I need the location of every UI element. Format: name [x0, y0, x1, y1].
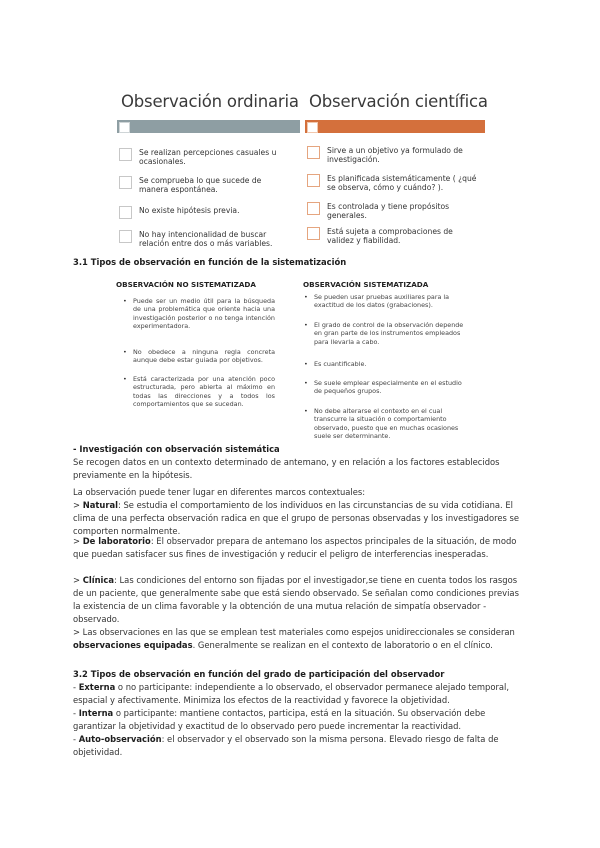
contexts-intro: La observación puede tener lugar en diferentes marcos contextuales: [73, 487, 366, 497]
external-label: Externa [78, 682, 116, 692]
checkbox-icon [307, 146, 320, 159]
natural-label: Natural [82, 500, 118, 510]
checkbox-icon [119, 176, 132, 189]
scientific-header-bar [305, 120, 485, 133]
checkbox-icon [119, 230, 132, 243]
internal-paragraph: - Interna o participante: mantiene contactos, participa, está en la situación. Su observación debe garantizar la objetividad y exactitud de lo observado pero puede incrementar la reactividad. [73, 708, 486, 731]
checkbox-icon [307, 227, 320, 240]
investigation-text: Se recogen datos en un contexto determinado de antemano, y en relación a los factores establecidos previamente en la hipótesis. [73, 457, 500, 480]
checkbox-icon [307, 174, 320, 187]
scientific-observation-title: Observación científica [309, 92, 488, 111]
scientific-row-text: Es planificada sistemáticamente ( ¿qué se observa, cómo y cuándo? ). [327, 174, 477, 192]
laboratory-paragraph: > De laboratorio: El observador prepara de antemano los aspectos principales de la situación, de modo que puedan satisfacer sus fines de investigación y reducir el peligro de interferencias inesperadas. [73, 536, 517, 559]
investigation-title: - Investigación con observación sistemática [73, 444, 280, 454]
systematized-title: OBSERVACIÓN SISTEMATIZADA [303, 280, 429, 289]
no-systematized-bullet: • No obedece a ninguna regla concreta aunque debe estar guiada por objetivos. [133, 348, 275, 365]
systematized-bullet: • Se pueden usar pruebas auxiliares para la exactitud de los datos (grabaciones). [314, 293, 464, 310]
self-observation-paragraph: - Auto-observación: el observador y el observado son la misma persona. Elevado riesgo de falta de objetividad. [73, 734, 499, 757]
systematized-bullet: • Es cuantificable. [314, 360, 464, 368]
ordinary-row-text: No existe hipótesis previa. [139, 206, 240, 215]
clinical-paragraph: > Clínica: Las condiciones del entorno son fijadas por el investigador,se tiene en cuenta todos los rasgos de un paciente, que generalmente sabe que está siendo observado. Se señalan como condiciones previas la existencia de un clima favorable y la obtención de una mutua relación de simpatía observador -observado. [73, 575, 519, 624]
internal-label: Interna [78, 708, 114, 718]
ordinary-row-text: No hay intencionalidad de buscar relación entre dos o más variables. [139, 230, 273, 248]
ordinary-header-bar [117, 120, 300, 133]
self-observation-label: Auto-observación [78, 734, 162, 744]
natural-paragraph: > Natural: Se estudia el comportamiento de los individuos en las circunstancias de su vida cotidiana. El clima de una perfecta observación radica en que el grupo de personas observadas y los investigadores se comporten normalmente. [73, 500, 520, 536]
ordinary-observation-title: Observación ordinaria [121, 92, 299, 111]
checkbox-icon [307, 202, 320, 215]
equipped-paragraph: > Las observaciones en las que se emplean test materiales como espejos unidireccionales se consideran observaciones equipadas. Generalmente se realizan en el contexto de laboratorio o en el clínico. [73, 627, 515, 650]
ordinary-row-text: Se realizan percepciones casuales u ocasionales. [139, 148, 277, 166]
systematized-bullet: • No debe alterarse el contexto en el cual transcurre la situación o comportamiento observado, puesto que en muchas ocasiones suele ser determinante. [314, 407, 464, 441]
no-systematized-bullet: • Puede ser un medio útil para la búsqueda de una problemática que oriente hacia una investigación posterior o no tenga intención experimentadora. [133, 297, 275, 331]
scientific-row-text: Es controlada y tiene propósitos generales. [327, 202, 450, 220]
section-3-2-heading: 3.2 Tipos de observación en función del grado de participación del observador [73, 669, 445, 679]
scientific-row-text: Está sujeta a comprobaciones de validez y fiabilidad. [327, 227, 453, 245]
comparison-figure [117, 84, 488, 250]
checkbox-icon [119, 206, 132, 219]
no-systematized-bullet: • Está caracterizada por una atención poco estructurada, pero abierta al máximo en todas las direcciones y a todos los comportamientos que se sucedan. [133, 375, 275, 409]
no-systematized-title: OBSERVACIÓN NO SISTEMATIZADA [116, 280, 256, 289]
equipped-label: observaciones equipadas [73, 640, 193, 650]
systematized-bullet: • Se suele emplear especialmente en el estudio de pequeños grupos. [314, 379, 464, 396]
checkbox-icon [119, 122, 130, 133]
external-paragraph: - Externa o no participante: independiente a lo observado, el observador permanece alejado temporal, espacial y afectivamente. Minimiza los efectos de la reactividad y favorece la objetividad. [73, 682, 510, 705]
laboratory-label: De laboratorio [82, 536, 151, 546]
checkbox-icon [119, 148, 132, 161]
clinical-label: Clínica [82, 575, 115, 585]
ordinary-row-text: Se comprueba lo que sucede de manera espontánea. [139, 176, 262, 194]
scientific-row-text: Sirve a un objetivo ya formulado de investigación. [327, 146, 463, 164]
checkbox-icon [307, 122, 318, 133]
section-3-1-heading: 3.1 Tipos de observación en función de la sistematización [73, 257, 347, 267]
systematized-bullet: • El grado de control de la observación depende en gran parte de los instrumentos empleados para llevarla a cabo. [314, 321, 464, 346]
